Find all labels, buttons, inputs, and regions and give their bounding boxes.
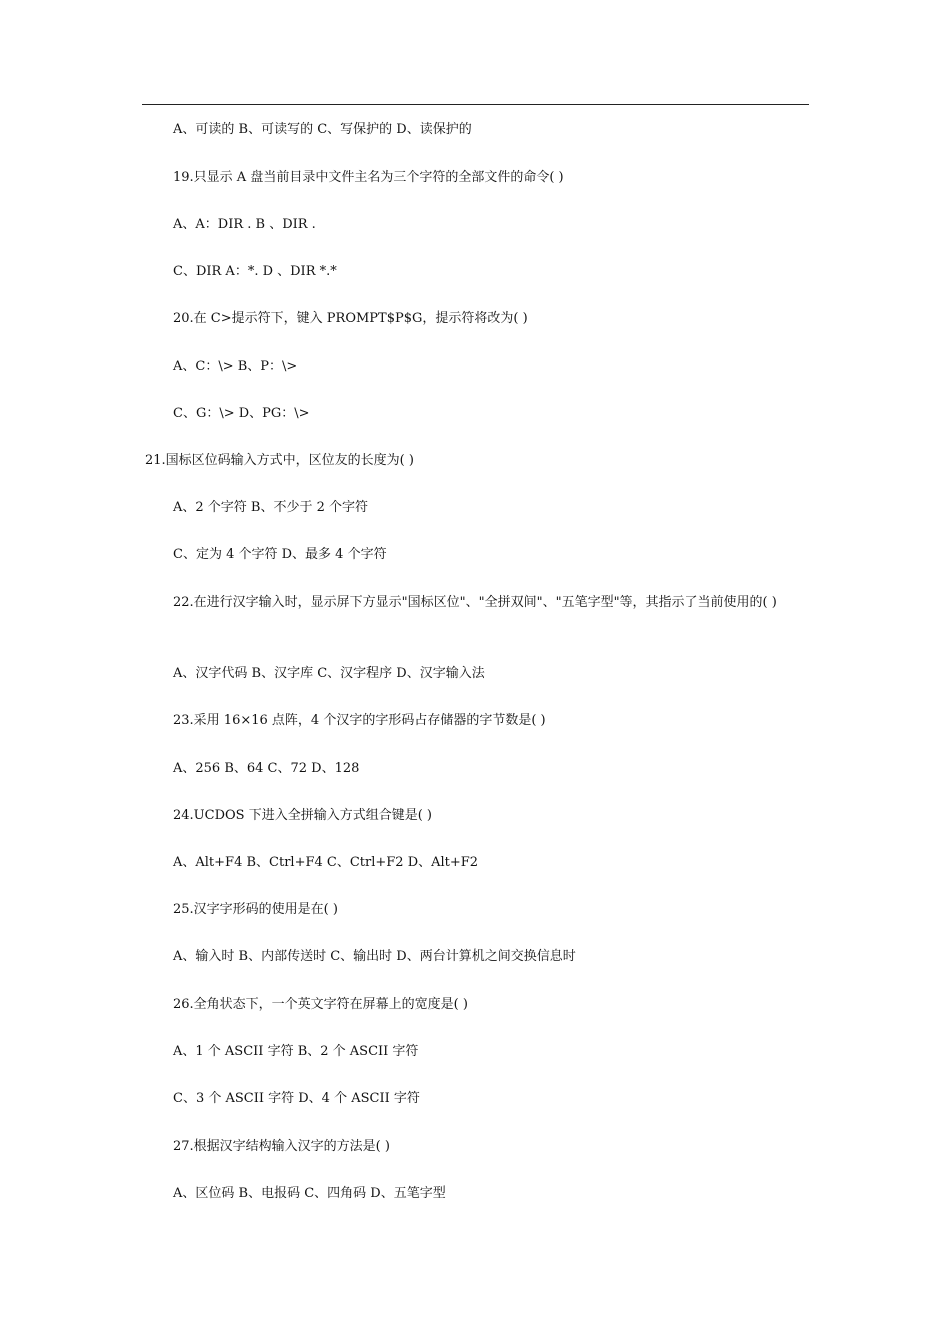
text-line: C、DIR A：*. D 、DIR *.* (173, 264, 337, 279)
text-line: C、G：\> D、PG：\> (173, 406, 310, 421)
text-line: A、C：\> B、P：\> (173, 359, 298, 374)
text-line: A、2 个字符 B、不少于 2 个字符 (173, 500, 369, 515)
question-27: 27.根据汉字结构输入汉字的方法是( ) (173, 1139, 390, 1154)
question-19: 19.只显示 A 盘当前目录中文件主名为三个字符的全部文件的命令( ) (173, 170, 564, 185)
text-line: A、可读的 B、可读写的 C、写保护的 D、读保护的 (173, 122, 472, 137)
text-line: A、A：DIR . B 、DIR . (173, 217, 316, 232)
question-22: 22.在进行汉字输入时，显示屏下方显示"国标区位"、"全拼双间"、"五笔字型"等，其指示了当前使用的( ) (173, 595, 777, 610)
question-23: 23.采用 16×16 点阵，4 个汉字的字形码占存储器的字节数是( ) (173, 713, 546, 728)
question-20: 20.在 C>提示符下，键入 PROMPT$P$G，提示符将改为( ) (173, 311, 528, 326)
question-26: 26.全角状态下，一个英文字符在屏幕上的宽度是( ) (173, 997, 468, 1012)
header-rule (142, 104, 809, 105)
question-25: 25.汉字字形码的使用是在( ) (173, 902, 338, 917)
text-line: A、区位码 B、电报码 C、四角码 D、五笔字型 (173, 1186, 446, 1201)
question-24: 24.UCDOS 下进入全拼输入方式组合键是( ) (173, 808, 432, 823)
text-line: A、1 个 ASCII 字符 B、2 个 ASCII 字符 (173, 1044, 419, 1059)
question-21: 21.国标区位码输入方式中，区位友的长度为( ) (145, 453, 414, 468)
text-line: A、汉字代码 B、汉字库 C、汉字程序 D、汉字输入法 (173, 666, 485, 681)
text-line: C、3 个 ASCII 字符 D、4 个 ASCII 字符 (173, 1091, 420, 1106)
text-line: A、256 B、64 C、72 D、128 (173, 761, 360, 776)
text-line: A、输入时 B、内部传送时 C、输出时 D、两台计算机之间交换信息时 (173, 949, 576, 964)
text-line: A、Alt+F4 B、Ctrl+F4 C、Ctrl+F2 D、Alt+F2 (173, 855, 479, 870)
text-line: C、定为 4 个字符 D、最多 4 个字符 (173, 547, 387, 562)
